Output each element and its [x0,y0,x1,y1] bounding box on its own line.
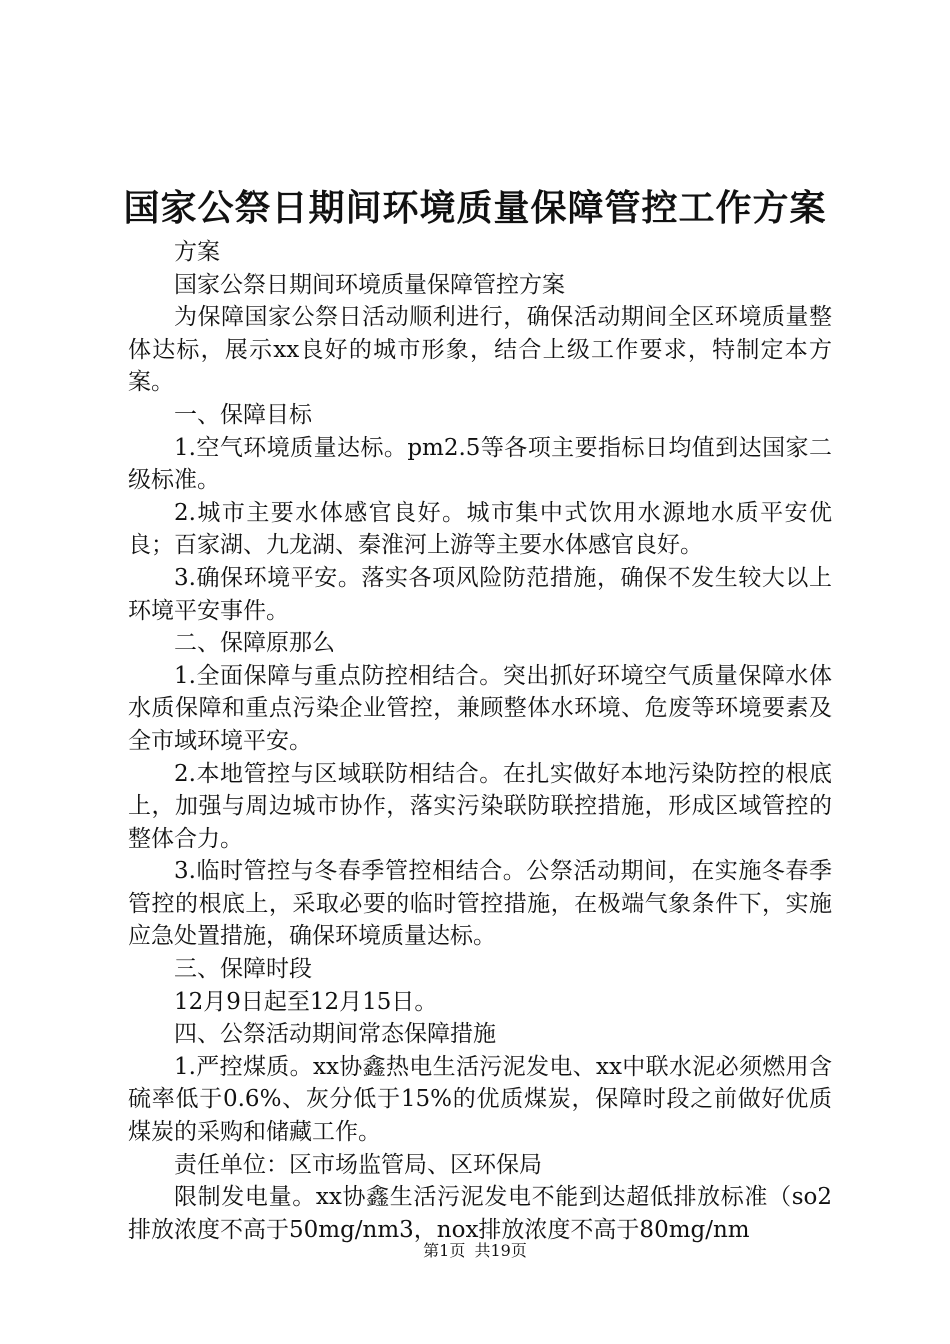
paragraph: 2.本地管控与区域联防相结合。在扎实做好本地污染防控的根底上，加强与周边城市协作，落实污染联防联控措施，形成区域管控的整体合力。 [128,760,832,852]
paragraph: 2.城市主要水体感官良好。城市集中式饮用水源地水质平安优良；百家湖、九龙湖、秦淮河上游等主要水体感官良好。 [128,499,832,559]
section-heading: 三、保障时段 [174,956,312,983]
paragraph: 1.严控煤质。xx协鑫热电生活污泥发电、xx中联水泥必须燃用含硫率低于0.6%、灰分低于15%的优质煤炭，保障时段之前做好优质煤炭的采购和储藏工作。 [128,1053,832,1146]
section-heading: 二、保障原那么 [174,630,335,657]
document-body [128,236,832,1246]
paragraph: 1.空气环境质量达标。pm2.5等各项主要指标日均值到达国家二级标准。 [128,434,832,494]
paragraph: 方案 [174,239,220,265]
paragraph: 限制发电量。xx协鑫生活污泥发电不能到达超低排放标准（so2排放浓度不高于50mg/nm3，nox排放浓度不高于80mg/nm [128,1184,832,1243]
page-footer [0,1240,950,1262]
paragraph: 责任单位：区市场监管局、区环保局 [174,1151,542,1178]
page-number: 第1页 [423,1241,466,1260]
document-title: 国家公祭日期间环境质量保障管控工作方案 [123,187,827,229]
page-total: 共19页 [474,1241,527,1260]
paragraph: 1.全面保障与重点防控相结合。突出抓好环境空气质量保障水体水质保障和重点污染企业管控，兼顾整体水环境、危废等环境要素及全市域环境平安。 [128,662,832,754]
paragraph: 为保障国家公祭日活动顺利进行，确保活动期间全区环境质量整体达标，展示xx良好的城市形象，结合上级工作要求，特制定本方案。 [128,304,832,396]
paragraph: 国家公祭日期间环境质量保障管控方案 [174,271,565,298]
paragraph: 12月9日起至12月15日。 [174,988,438,1015]
section-heading: 一、保障目标 [174,401,312,428]
paragraph: 3.确保环境平安。落实各项风险防范措施，确保不发生较大以上环境平安事件。 [128,564,832,624]
section-heading: 四、公祭活动期间常态保障措施 [174,1021,496,1048]
paragraph: 3.临时管控与冬春季管控相结合。公祭活动期间，在实施冬春季管控的根底上，采取必要的临时管控措施，在极端气象条件下，实施应急处置措施，确保环境质量达标。 [128,858,832,950]
